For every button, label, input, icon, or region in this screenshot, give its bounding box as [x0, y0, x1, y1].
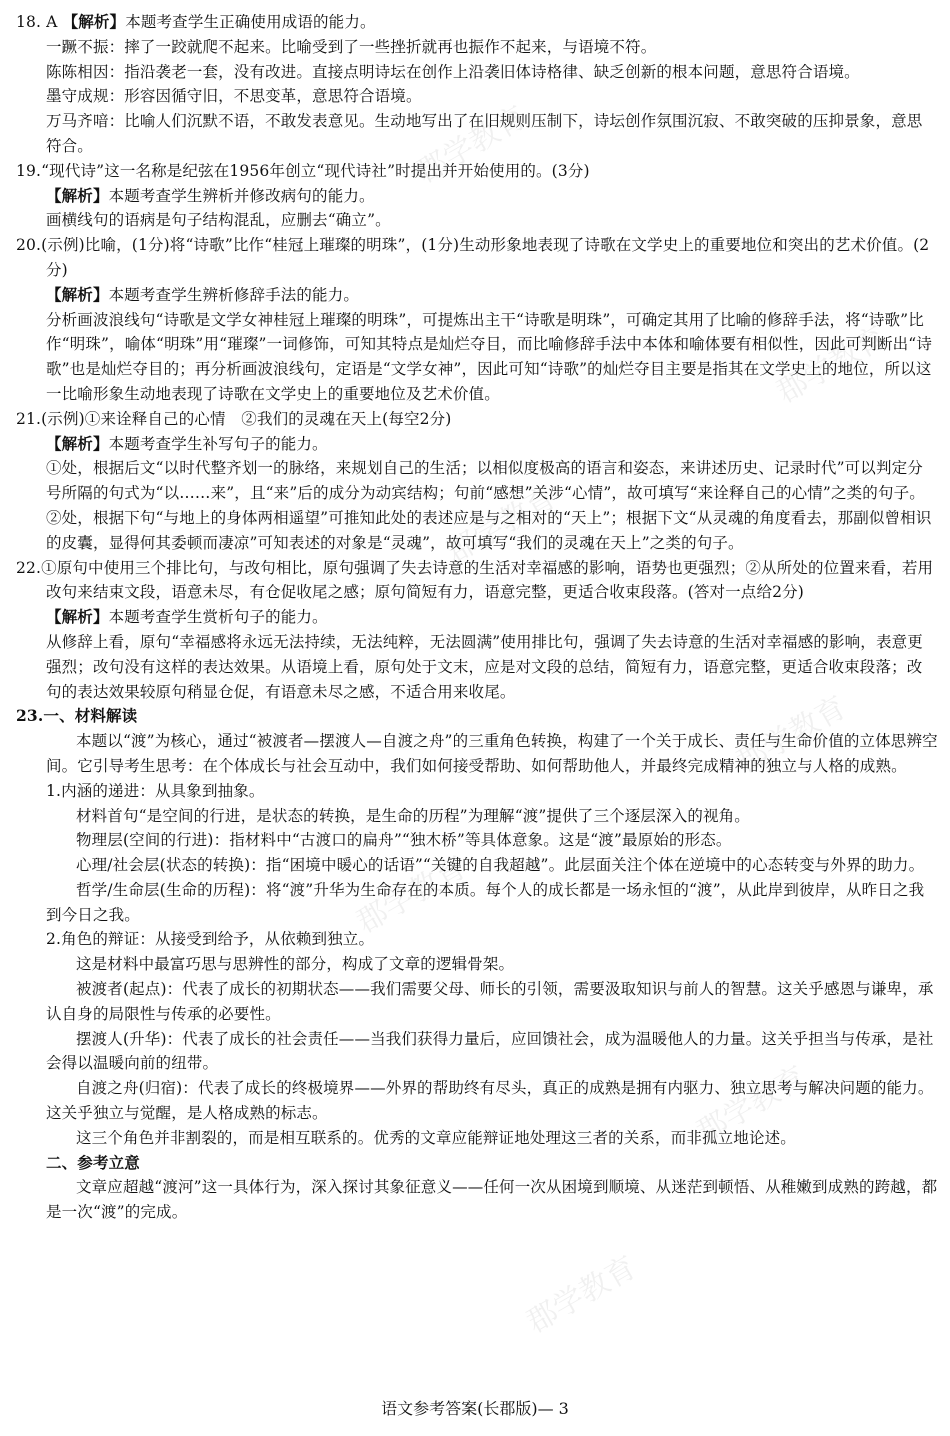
q23-s1-line: 材料首句“是空间的行进，是状态的转换，是生命的历程”为理解“渡”提供了三个逐层深入的视角。	[76, 806, 750, 825]
q23-header: 23.一、材料解读	[16, 706, 138, 726]
q20-line: 分析画波浪线句“诗歌是文学女神桂冠上璀璨的明珠”，可提炼出主干“诗歌是明珠”，可确定其用了比喻的修辞手法，将“诗歌”比作“明珠”，喻体“明珠”用“璀璨”一词修饰，可知其特点是灿烂夺目，而比喻修辞手法中本体和喻体要有相似性，因此可判断出“诗歌”也是灿烂夺目的；再分析画波浪线句，定语是“文学女神”，因此可知“诗歌”的灿烂夺目主要是指其在文学史上的地位，所以这一比喻形象生动地表现了诗歌在文学史上的重要地位及艺术价值。	[46, 310, 932, 403]
question-21	[16, 407, 938, 556]
q23-part2-text: 文章应超越“渡河”这一具体行为，深入探讨其象征意义——任何一次从困境到顺境、从迷茫到顿悟、从稚嫩到成熟的跨越，都是一次“渡”的完成。	[46, 1178, 938, 1222]
analysis-tag: 【解析】	[46, 607, 109, 627]
q18-line: 墨守成规：形容因循守旧，不思变革，意思符合语境。	[46, 87, 422, 106]
q20-header: 20.(示例)比喻，(1分)将“诗歌”比作“桂冠上璀璨的明珠”，(1分)生动形象地表现了诗歌在文学史上的重要地位和突出的艺术价值。(2分)	[16, 236, 930, 279]
watermark: 郡学教育	[521, 1249, 643, 1341]
q23-section-title: 2.角色的辩证：从接受到给予，从依赖到独立。	[46, 930, 375, 949]
q21-intro: 本题考查学生补写句子的能力。	[108, 434, 328, 453]
question-20	[16, 233, 938, 407]
q23-intro: 本题以“渡”为核心，通过“被渡者—摆渡人—自渡之舟”的三重角色转换，构建了一个关于成长、责任与生命价值的立体思辨空间。它引导考生思考：在个体成长与社会互动中，我们如何接受帮助、如何帮助他人，并最终完成精神的独立与人格的成熟。	[46, 732, 938, 775]
q19-intro: 本题考查学生辨析并修改病句的能力。	[108, 186, 375, 205]
q18-line: 陈陈相因：指沿袭老一套，没有改进。直接点明诗坛在创作上沿袭旧体诗格律、缺乏创新的根本问题，意思符合语境。	[46, 62, 860, 81]
q21-line: ②处，根据下句“与地上的身体两相遥望”可推知此处的表述应是与之相对的“天上”；根据下文“从灵魂的角度看去，那副似曾相识的皮囊，显得何其委顿而凄凉”可知表述的对象是“灵魂”，故可填写“我们的灵魂在天上”之类的句子。	[46, 508, 932, 552]
q20-intro: 本题考查学生辨析修辞手法的能力。	[108, 285, 360, 304]
q19-line: 画横线句的语病是句子结构混乱，应删去“确立”。	[46, 211, 391, 230]
watermark: 郡学教育	[731, 689, 853, 781]
q23-s1-line: 物理层(空间的行进)：指材料中“古渡口的扁舟”“独木桥”等具体意象。这是“渡”最原始的形态。	[76, 831, 732, 850]
question-22	[16, 556, 938, 705]
q19-header: 19.“现代诗”这一名称是纪弦在1956年创立“现代诗社”时提出并开始使用的。(3分)	[16, 161, 590, 180]
watermark: 郡学教育	[411, 99, 533, 191]
analysis-tag: 【解析】	[46, 433, 109, 453]
q18-line: 一蹶不振：摔了一跤就爬不起来。比喻受到了一些挫折就再也振作不起来，与语境不符。	[46, 37, 657, 56]
q22-line: 从修辞上看，原句“幸福感将永远无法持续，无法纯粹，无法圆满”使用排比句，强调了失去诗意的生活对幸福感的影响，表意更强烈；改句没有这样的表达效果。从语境上看，原句处于文末，应是对文段的总结，简短有力，语意完整，更适合收束段落；改句的表达效果较原句稍显仓促，有语意未尽之感，不适合用来收尾。	[46, 632, 923, 701]
question-19	[16, 159, 938, 233]
q18-intro: 本题考查学生正确使用成语的能力。	[125, 13, 376, 31]
watermark: 郡学教育	[691, 1059, 813, 1151]
q18-header: 18. A	[16, 13, 58, 31]
q22-header: 22.①原句中使用三个排比句，与改句相比，原句强调了失去诗意的生活对幸福感的影响，语势也更强烈；②从所处的位置来看，若用改句来结束文段，语意未尽，有仓促收尾之感；原句简短有力，语意完整，更适合收束段落。(答对一点给2分)	[16, 558, 934, 602]
q23-section-title: 1.内涵的递进：从具象到抽象。	[46, 781, 265, 800]
q22-intro: 本题考查学生赏析句子的能力。	[108, 608, 328, 627]
q21-line: ①处，根据后文“以时代整齐划一的脉络，来规划自己的生活；以相似度极高的语言和姿态，来讲述历史、记录时代”可以判定分号所隔的句式为“以……来”，且“来”后的成分为动宾结构；句前“感想”关涉“心情”，故可填写“来诠释自己的心情”之类的句子。	[46, 459, 925, 503]
page-footer: 语文参考答案(长郡版)— 3	[381, 1399, 569, 1418]
q23-s2-line: 摆渡人(升华)：代表了成长的社会责任——当我们获得力量后，应回馈社会，成为温暖他人的力量。这关乎担当与传承，是社会得以温暖向前的纽带。	[46, 1029, 934, 1073]
watermark: 郡学教育	[351, 849, 473, 941]
q18-line: 万马齐喑：比喻人们沉默不语，不敢发表意见。生动地写出了在旧规则压制下，诗坛创作氛围沉寂、不敢突破的压抑景象，意思符合。	[46, 112, 923, 155]
q21-header: 21.(示例)①来诠释自己的心情 ②我们的灵魂在天上(每空2分)	[16, 409, 452, 428]
q23-s2-line: 这三个角色并非割裂的，而是相互联系的。优秀的文章应能辩证地处理这三者的关系，而非孤立地论述。	[76, 1128, 796, 1147]
analysis-tag: 【解析】	[46, 185, 109, 205]
q23-s2-line: 自渡之舟(归宿)：代表了成长的终极境界——外界的帮助终有尽头，真正的成熟是拥有内驱力、独立思考与解决问题的能力。这关乎独立与觉醒，是人格成熟的标志。	[46, 1079, 934, 1123]
answer-page	[16, 10, 938, 1225]
watermark: 郡学教育	[441, 479, 563, 571]
question-23	[16, 704, 938, 1225]
q23-s1-line: 哲学/生命层(生命的历程)：将“渡”升华为生命存在的本质。每个人的成长都是一场永恒的“渡”，从此岸到彼岸，从昨日之我到今日之我。	[46, 880, 925, 924]
analysis-tag: 【解析】	[62, 12, 126, 31]
q23-part2-title: 二、参考立意	[46, 1152, 140, 1172]
q23-s1-line: 心理/社会层(状态的转换)：指“困境中暖心的话语”“关键的自我超越”。此层面关注个体在逆境中的心态转变与外界的助力。	[76, 856, 925, 875]
watermark: 郡学教育	[771, 319, 893, 411]
analysis-tag: 【解析】	[46, 284, 109, 304]
question-18	[16, 10, 938, 159]
q23-s2-line: 被渡者(起点)：代表了成长的初期状态——我们需要父母、师长的引领，需要汲取知识与前人的智慧。这关乎感恩与谦卑，承认自身的局限性与传承的必要性。	[46, 980, 934, 1023]
q23-s2-line: 这是材料中最富巧思与思辨性的部分，构成了文章的逻辑骨架。	[76, 955, 515, 974]
